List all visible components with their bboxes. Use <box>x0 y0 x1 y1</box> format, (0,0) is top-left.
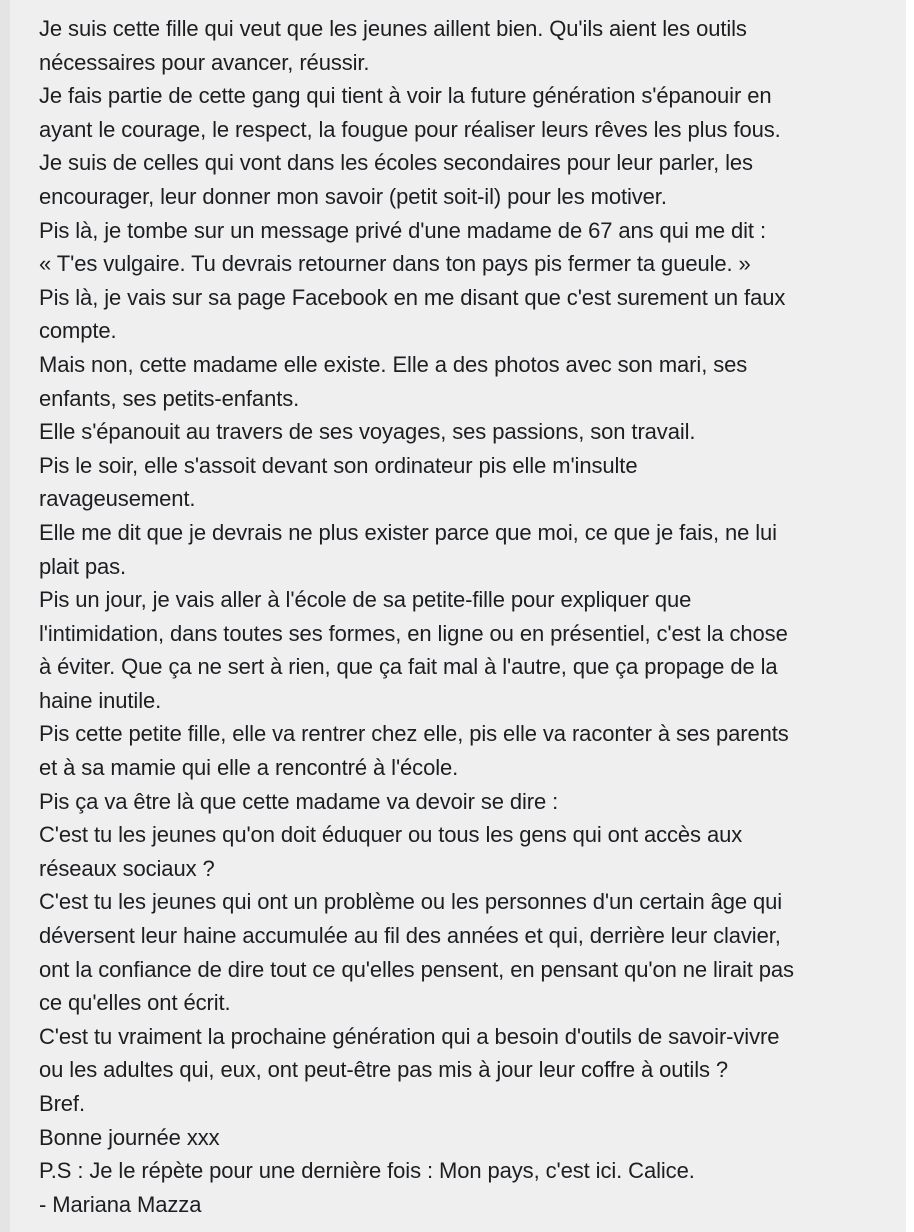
post-text-line: ayant le courage, le respect, la fougue pour réaliser leurs rêves les plus fous. <box>39 116 781 142</box>
post-text-line: ce qu'elles ont écrit. <box>39 990 231 1016</box>
post-text-line: Pis un jour, je vais aller à l'école de sa petite-fille pour expliquer que <box>39 587 692 613</box>
post-signature: - Mariana Mazza <box>39 1191 202 1217</box>
post-text-line: P.S : Je le répète pour une dernière fois : Mon pays, c'est ici. Calice. <box>39 1158 695 1184</box>
post-text-line: Bref. <box>39 1091 85 1116</box>
post-text-line: ou les adultes qui, eux, ont peut-être pas mis à jour leur coffre à outils ? <box>39 1057 729 1083</box>
post-text-line: l'intimidation, dans toutes ses formes, en ligne ou en présentiel, c'est la chose <box>39 620 788 646</box>
post-text-line: Elle me dit que je devrais ne plus exister parce que moi, ce que je fais, ne lui <box>39 519 777 545</box>
post-text-line: Je suis de celles qui vont dans les écoles secondaires pour leur parler, les <box>39 150 753 176</box>
post-text-line: à éviter. Que ça ne sert à rien, que ça fait mal à l'autre, que ça propage de la <box>39 654 778 680</box>
post-text-line: Pis ça va être là que cette madame va devoir se dire : <box>39 788 559 814</box>
post-text-line: haine inutile. <box>39 687 162 713</box>
post-text-line: compte. <box>39 318 117 344</box>
post-text-line: Pis là, je vais sur sa page Facebook en me disant que c'est surement un faux <box>39 284 786 310</box>
post-body-text <box>39 12 884 1221</box>
post-text-line: « T'es vulgaire. Tu devrais retourner dans ton pays pis fermer ta gueule. » <box>39 251 751 277</box>
post-text-line: ravageusement. <box>39 486 196 512</box>
post-text-line: Elle s'épanouit au travers de ses voyages, ses passions, son travail. <box>39 419 696 445</box>
post-text-line: Pis cette petite fille, elle va rentrer chez elle, pis elle va raconter à ses parents <box>39 721 789 747</box>
post-text-line: et à sa mamie qui elle a rencontré à l'école. <box>39 755 459 781</box>
post-text-line: C'est tu les jeunes qu'on doit éduquer ou tous les gens qui ont accès aux <box>39 822 743 848</box>
post-text-line: plait pas. <box>39 553 127 579</box>
post-text-line: Bonne journée xxx <box>39 1124 220 1150</box>
post-text-line: Mais non, cette madame elle existe. Elle a des photos avec son mari, ses <box>39 351 748 377</box>
post-text-line: C'est tu les jeunes qui ont un problème ou les personnes d'un certain âge qui <box>39 889 783 915</box>
post-text-line: Je fais partie de cette gang qui tient à voir la future génération s'épanouir en <box>39 83 772 109</box>
post-text-line: nécessaires pour avancer, réussir. <box>39 49 370 75</box>
post-text-line: Je suis cette fille qui veut que les jeunes aillent bien. Qu'ils aient les outils <box>39 16 747 41</box>
post-text-line: C'est tu vraiment la prochaine génération qui a besoin d'outils de savoir-vivre <box>39 1023 780 1049</box>
post-text-line: ont la confiance de dire tout ce qu'elles pensent, en pensant qu'on ne lirait pas <box>39 956 794 982</box>
post-text-line: encourager, leur donner mon savoir (petit soit-il) pour les motiver. <box>39 183 667 209</box>
post-text-line: Pis le soir, elle s'assoit devant son ordinateur pis elle m'insulte <box>39 452 638 478</box>
post-text-line: déversent leur haine accumulée au fil des années et qui, derrière leur clavier, <box>39 923 781 949</box>
post-text-line: enfants, ses petits-enfants. <box>39 385 300 411</box>
post-text-line: Pis là, je tombe sur un message privé d'une madame de 67 ans qui me dit : <box>39 217 766 243</box>
post-text-line: réseaux sociaux ? <box>39 855 215 881</box>
